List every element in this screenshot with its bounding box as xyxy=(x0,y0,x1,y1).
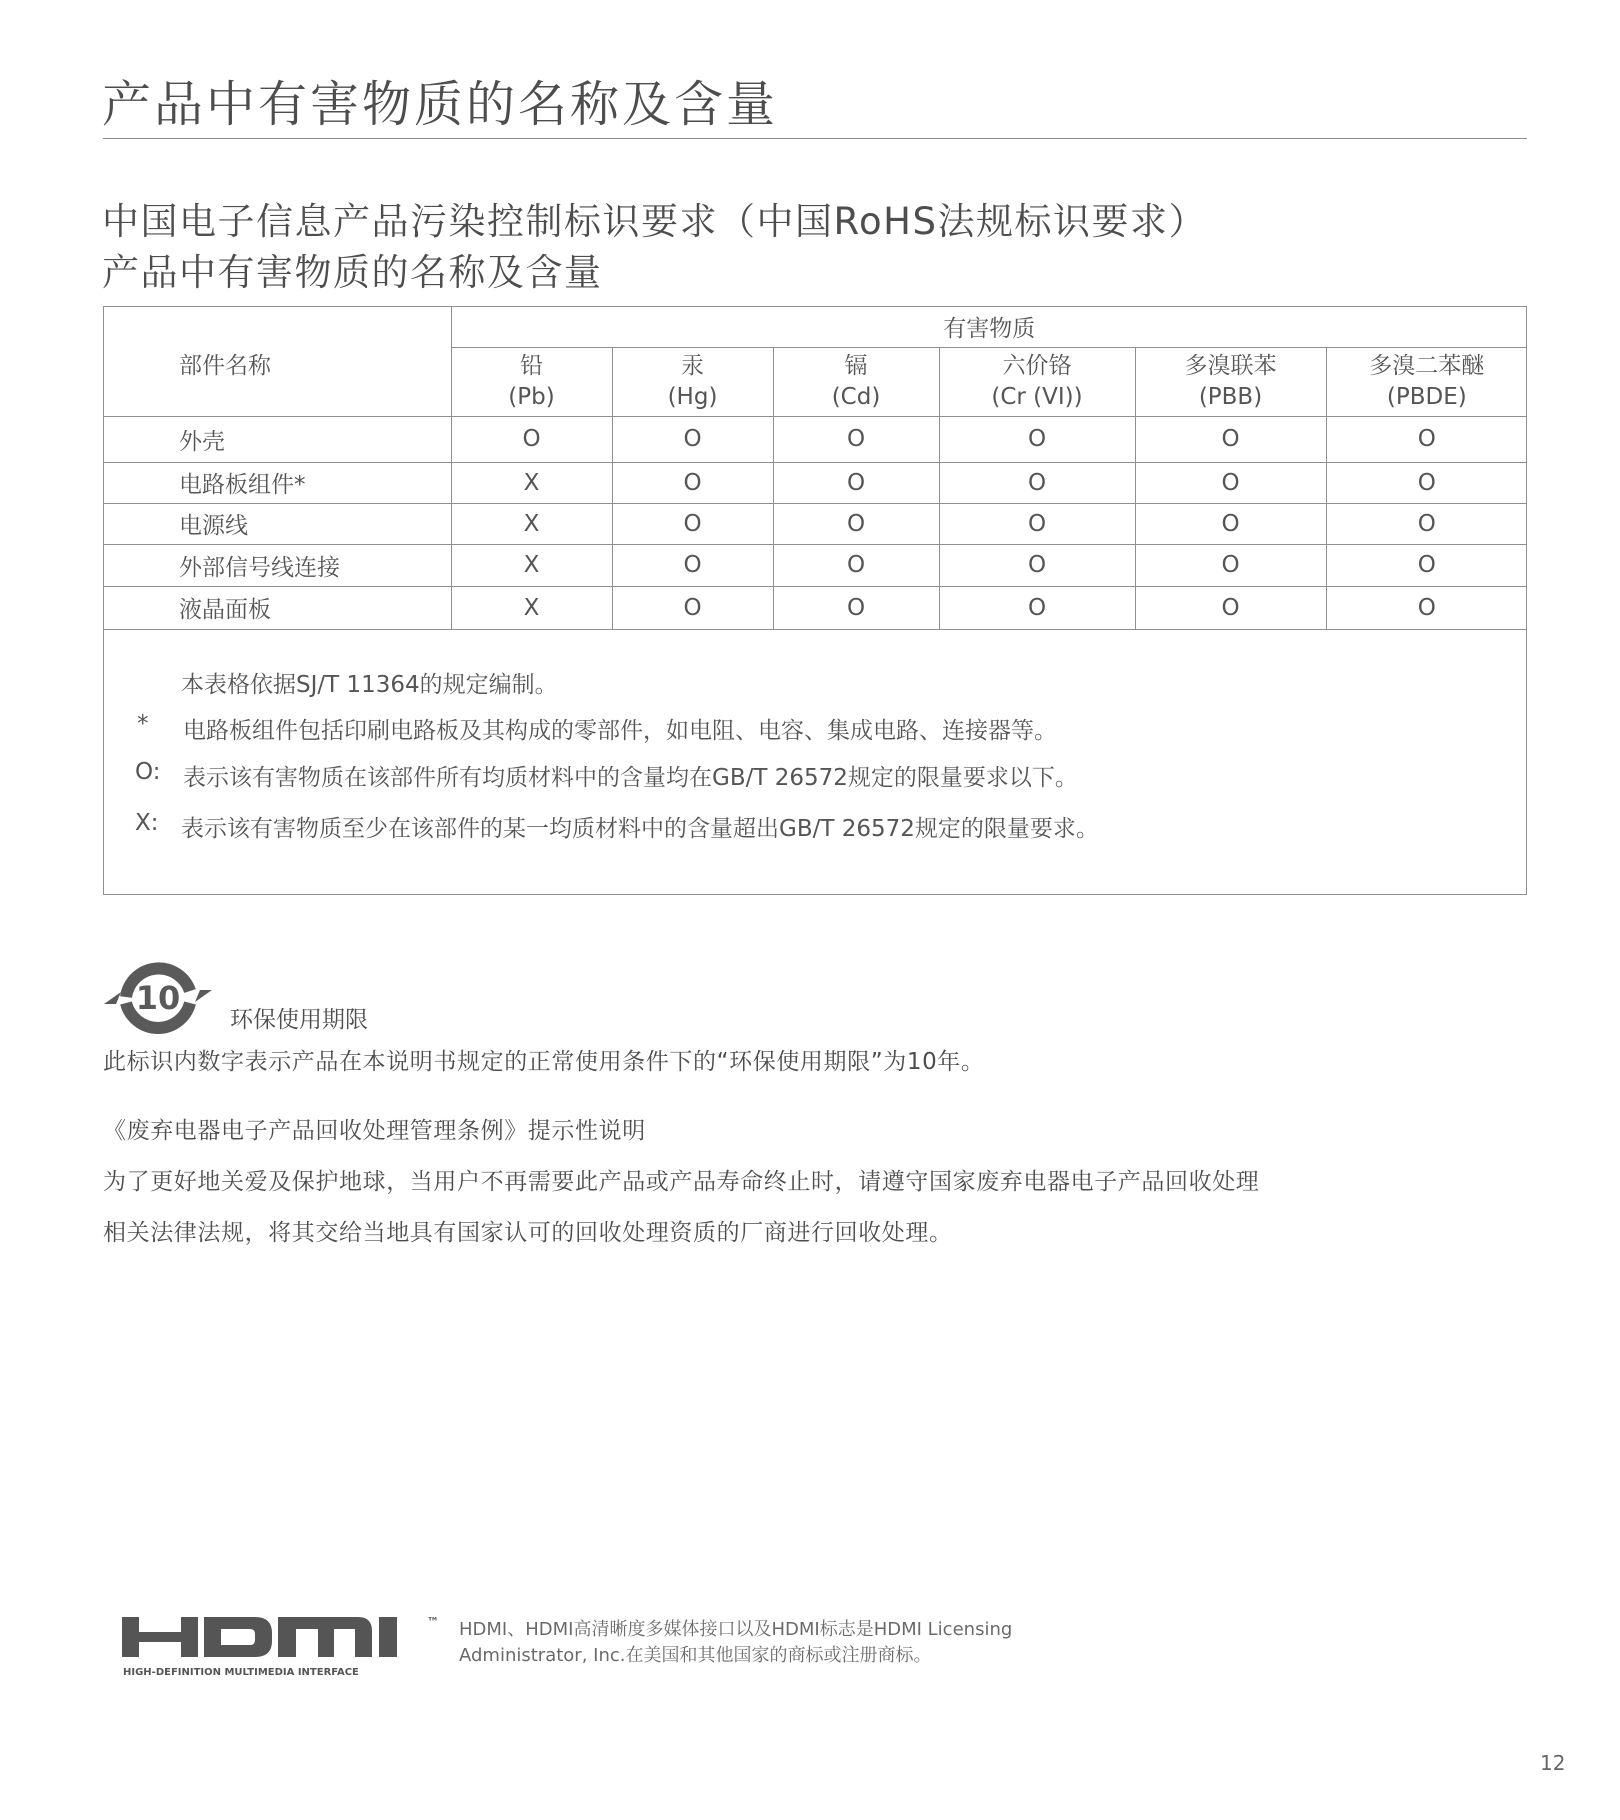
substance-name: 多溴联苯 xyxy=(1184,352,1277,379)
substance-name: 六价铬 xyxy=(1002,352,1072,379)
eco-period-description: 此标识内数字表示产品在本说明书规定的正常使用条件下的“环保使用期限”为10年。 xyxy=(103,1049,985,1075)
substance-header-pbde xyxy=(1326,347,1527,416)
part-name: 电路板组件* xyxy=(104,462,451,503)
substance-mark: O xyxy=(612,544,773,586)
substance-header-pbb xyxy=(1135,347,1326,416)
table-basis-note: 本表格依据SJ/T 11364的规定编制。 xyxy=(181,672,558,698)
substance-mark: O xyxy=(1135,544,1326,586)
substance-mark: O xyxy=(939,462,1135,503)
part-name: 外部信号线连接 xyxy=(104,544,451,586)
subtitle-line-2: 产品中有害物质的名称及含量 xyxy=(102,251,603,294)
substance-mark: O xyxy=(1135,416,1326,462)
substance-mark: O xyxy=(939,586,1135,629)
substance-mark: O xyxy=(773,416,939,462)
weee-text-line-1: 为了更好地关爱及保护地球，当用户不再需要此产品或产品寿命终止时，请遵守国家废弃电器电子产品回收处理 xyxy=(103,1169,1260,1195)
substance-header-cr6 xyxy=(939,347,1135,416)
part-name: 电源线 xyxy=(104,503,451,544)
substance-mark: O xyxy=(939,544,1135,586)
substance-mark: O xyxy=(939,416,1135,462)
hazardous-substance-table xyxy=(104,307,1527,630)
substance-mark: X xyxy=(451,544,612,586)
table-row xyxy=(104,544,1527,586)
substance-mark: O xyxy=(612,462,773,503)
note-x-text: 表示该有害物质至少在该部件的某一均质材料中的含量超出GB/T 26572规定的限量要求。 xyxy=(181,816,1099,842)
substance-mark: O xyxy=(1326,586,1527,629)
weee-text-line-2: 相关法律法规，将其交给当地具有国家认可的回收处理资质的厂商进行回收处理。 xyxy=(103,1220,953,1246)
substance-mark: O xyxy=(1135,503,1326,544)
section-subtitle xyxy=(102,196,1207,298)
table-row xyxy=(104,462,1527,503)
substance-mark: O xyxy=(773,544,939,586)
substance-name: 多溴二苯醚 xyxy=(1369,352,1485,379)
substance-symbol: (Hg) xyxy=(667,383,718,410)
substance-symbol: (Cr (VI)) xyxy=(991,383,1083,410)
hdmi-notice-line-2: Administrator, Inc.在美国和其他国家的商标或注册商标。 xyxy=(459,1645,932,1666)
hdmi-trademark-symbol: ™ xyxy=(427,1615,439,1629)
eco-period-number: 10 xyxy=(135,979,181,1017)
note-asterisk-text: 电路板组件包括印刷电路板及其构成的零部件，如电阻、电容、集成电路、连接器等。 xyxy=(183,718,1057,744)
note-x-symbol: X: xyxy=(135,810,159,836)
hdmi-trademark-notice xyxy=(459,1617,1012,1669)
substance-mark: O xyxy=(1135,586,1326,629)
substance-symbol: (PBDE) xyxy=(1386,383,1467,410)
note-asterisk-symbol: * xyxy=(137,711,149,737)
hdmi-logo xyxy=(122,1612,452,1678)
substance-name: 铅 xyxy=(520,352,543,379)
substance-mark: O xyxy=(773,503,939,544)
substance-mark: O xyxy=(1326,416,1527,462)
substance-header-hg xyxy=(612,347,773,416)
substance-symbol: (Pb) xyxy=(508,383,555,410)
table-row xyxy=(104,503,1527,544)
substance-mark: O xyxy=(612,503,773,544)
note-o-symbol: O: xyxy=(135,759,161,785)
substance-name: 镉 xyxy=(844,352,868,379)
eco-period-label: 环保使用期限 xyxy=(230,1007,368,1033)
substance-mark: O xyxy=(939,503,1135,544)
weee-heading: 《废弃电器电子产品回收处理管理条例》提示性说明 xyxy=(103,1118,646,1144)
substance-mark: O xyxy=(1326,462,1527,503)
substance-mark: O xyxy=(612,586,773,629)
hdmi-logo-tagline: HIGH-DEFINITION MULTIMEDIA INTERFACE xyxy=(123,1667,359,1678)
hdmi-notice-line-1: HDMI、HDMI高清晰度多媒体接口以及HDMI标志是HDMI Licensing xyxy=(459,1619,1013,1640)
eco-period-icon xyxy=(104,960,212,1034)
substance-mark: O xyxy=(1326,503,1527,544)
hazardous-substance-table-box xyxy=(103,306,1527,895)
title-divider xyxy=(103,138,1527,139)
table-row xyxy=(104,586,1527,629)
part-name: 液晶面板 xyxy=(104,586,451,629)
note-o-text: 表示该有害物质在该部件所有均质材料中的含量均在GB/T 26572规定的限量要求以下。 xyxy=(183,765,1078,791)
part-name: 外壳 xyxy=(104,416,451,462)
substance-mark: O xyxy=(773,586,939,629)
substance-mark: X xyxy=(451,462,612,503)
page-title: 产品中有害物质的名称及含量 xyxy=(102,76,779,133)
hazardous-substance-header: 有害物质 xyxy=(451,307,1527,347)
part-name-header: 部件名称 xyxy=(104,307,451,416)
substance-mark: O xyxy=(612,416,773,462)
substance-mark: O xyxy=(1326,544,1527,586)
substance-header-cd xyxy=(773,347,939,416)
substance-header-pb xyxy=(451,347,612,416)
substance-mark: X xyxy=(451,503,612,544)
table-row xyxy=(104,416,1527,462)
substance-mark: X xyxy=(451,586,612,629)
substance-mark: O xyxy=(451,416,612,462)
substance-symbol: (PBB) xyxy=(1198,383,1263,410)
substance-symbol: (Cd) xyxy=(831,383,881,410)
substance-mark: O xyxy=(1135,462,1326,503)
substance-name: 汞 xyxy=(681,352,704,379)
subtitle-line-1: 中国电子信息产品污染控制标识要求（中国RoHS法规标识要求） xyxy=(102,200,1207,243)
substance-mark: O xyxy=(773,462,939,503)
page-number: 12 xyxy=(1540,1751,1566,1775)
